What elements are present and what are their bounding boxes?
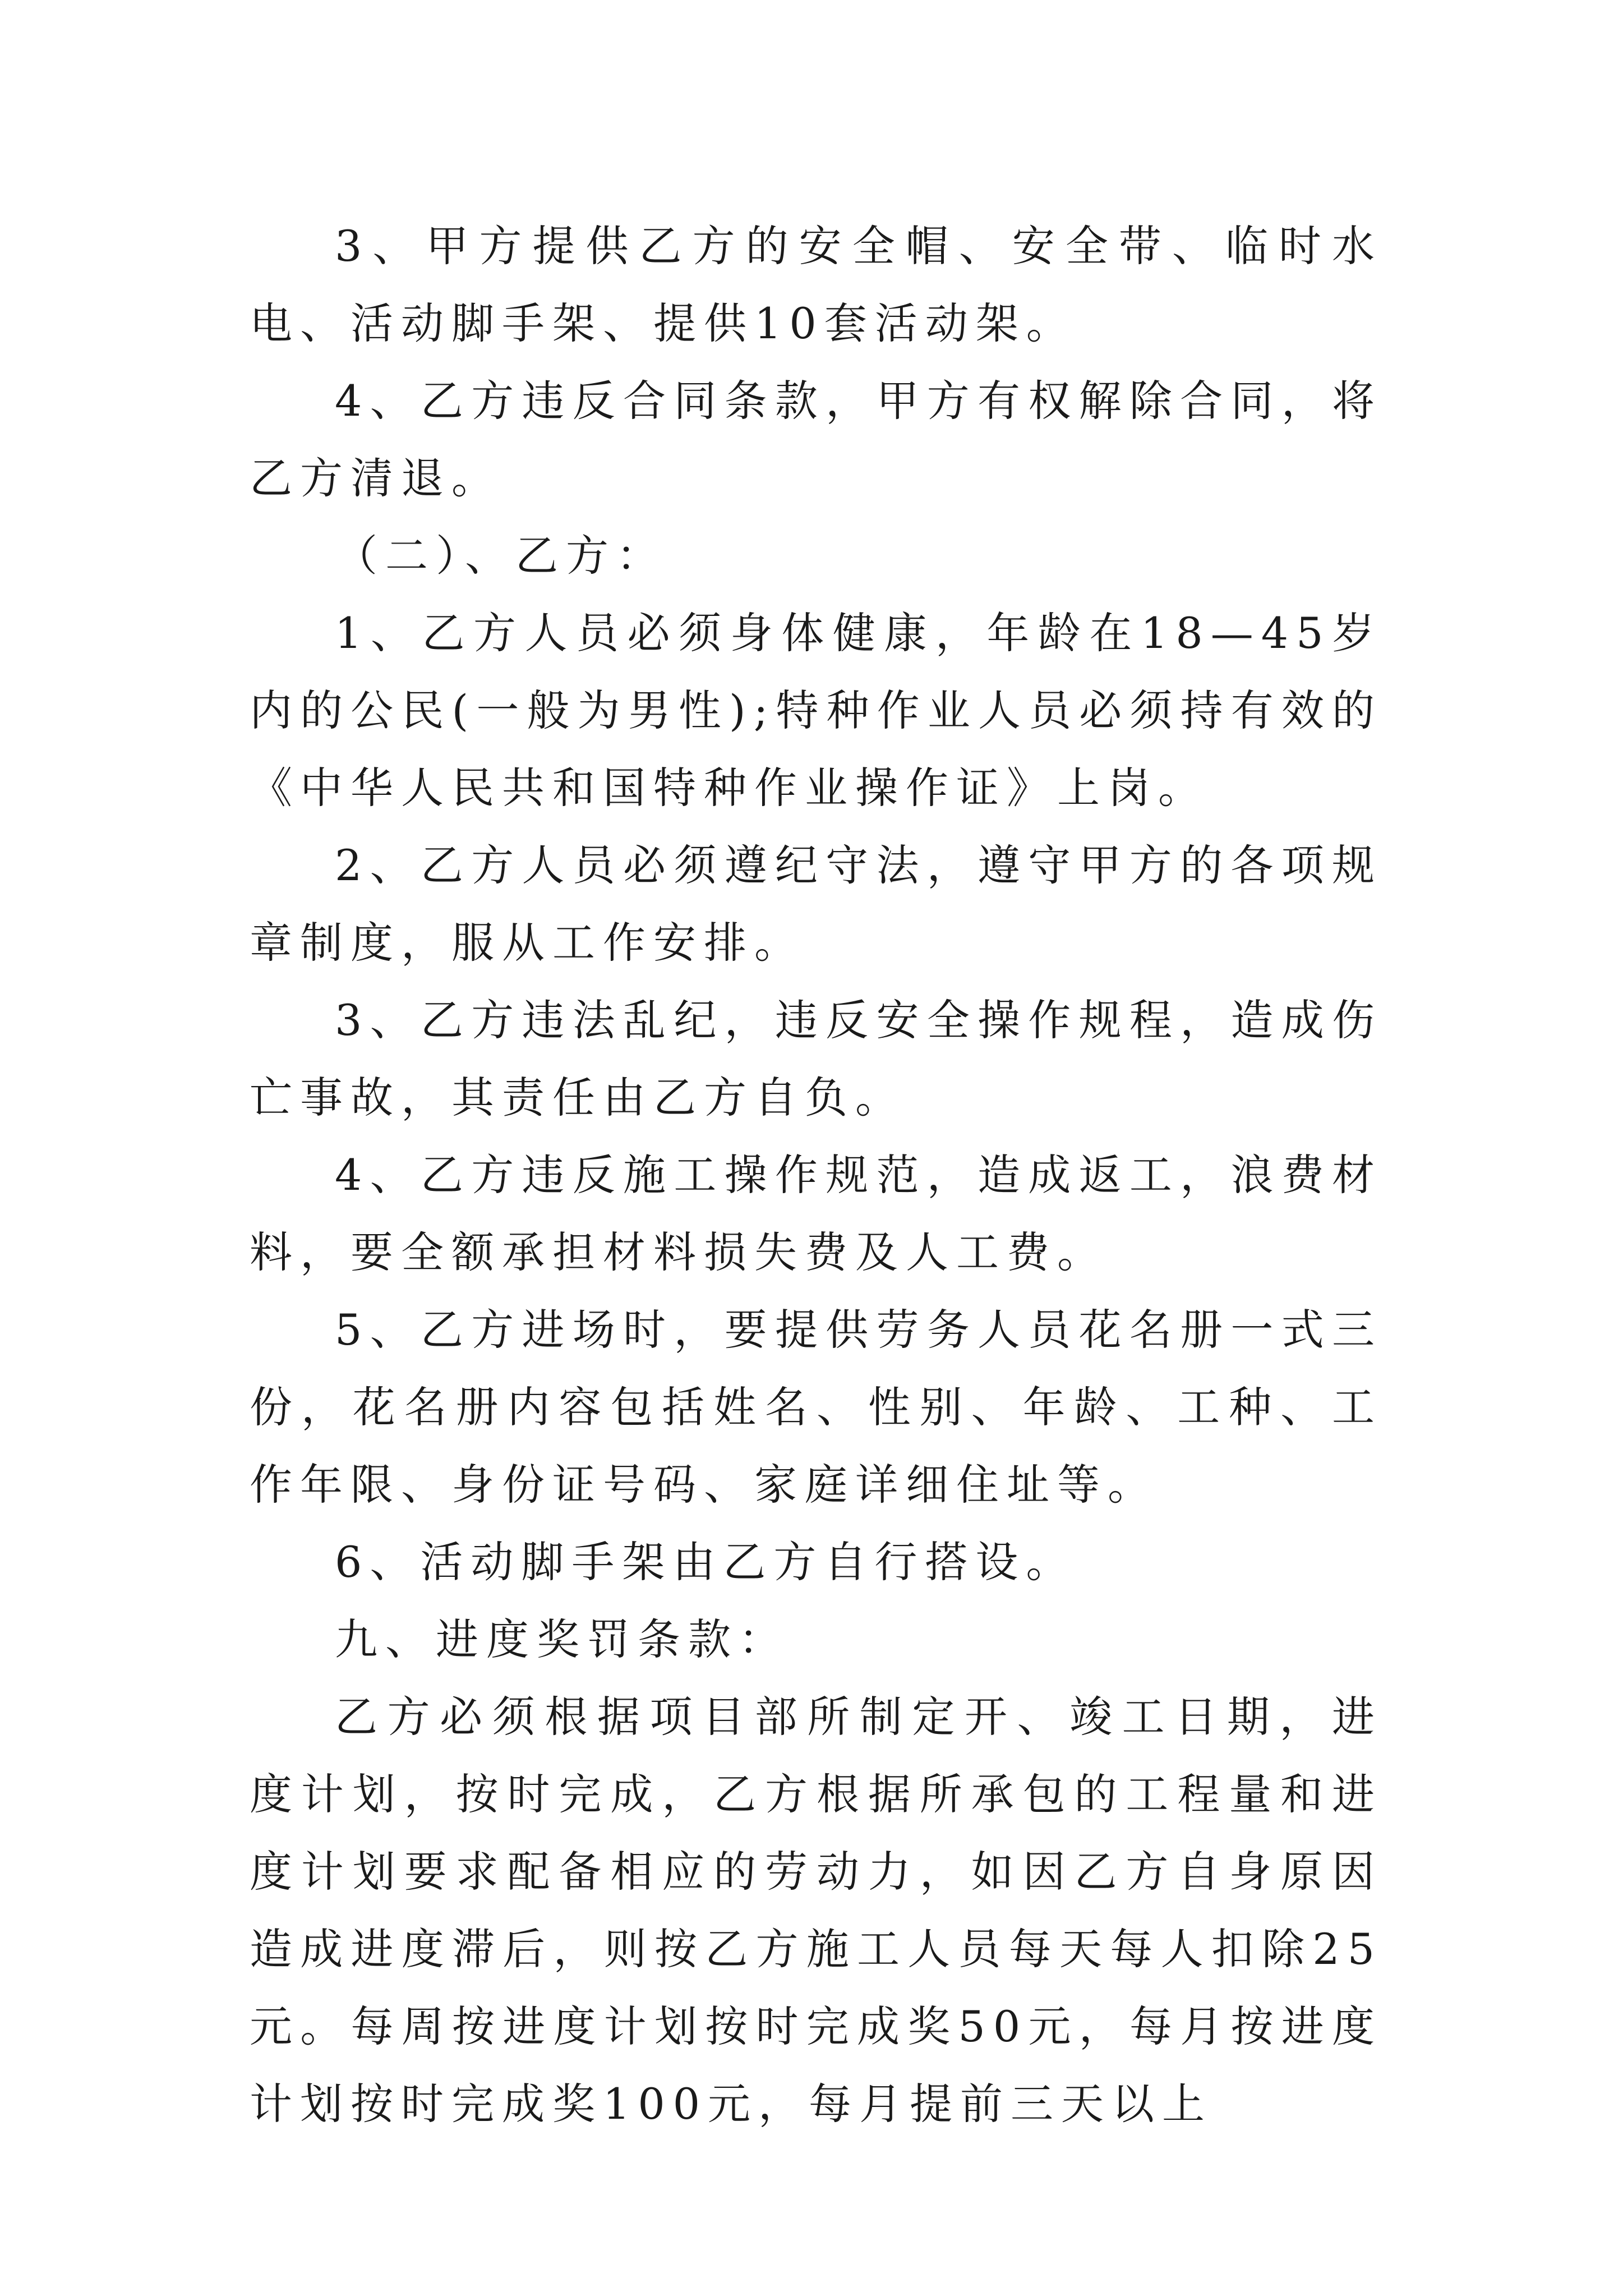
- paragraph-1: 3、甲方提供乙方的安全帽、安全带、临时水电、活动脚手架、提供10套活动架。: [250, 221, 1382, 348]
- paragraph-6: 3、乙方违法乱纪，违反安全操作规程，造成伤亡事故，其责任由乙方自负。: [250, 995, 1382, 1122]
- section-heading-party-b: （二）、乙方：: [335, 531, 667, 581]
- paragraph-8: 5、乙方进场时，要提供劳务人员花名册一式三份，花名册内容包括姓名、性别、年龄、工种、工作年限、身份证号码、家庭详细住址等。: [250, 1305, 1382, 1510]
- paragraph-5: 2、乙方人员必须遵纪守法，遵守甲方的各项规章制度，服从工作安排。: [250, 840, 1382, 968]
- paragraph-7: 4、乙方违反施工操作规范，造成返工，浪费材料，要全额承担材料损失费及人工费。: [250, 1150, 1382, 1277]
- paragraph-11: 乙方必须根据项目部所制定开、竣工日期，进度计划，按时完成，乙方根据所承包的工程量和进度计划要求配备相应的劳动力，如因乙方自身原因造成进度滞后，则按乙方施工人员每天每人扣除25元。每周按进度计划按时完成奖50元，每月按进度计划按时完成奖100元，每月提前三天以上: [250, 1692, 1382, 2129]
- section-heading-progress: 九、进度奖罚条款：: [335, 1614, 789, 1664]
- paragraph-2: 4、乙方违反合同条款，甲方有权解除合同，将乙方清退。: [250, 376, 1382, 503]
- document-body: [250, 208, 1382, 2143]
- paragraph-4: 1、乙方人员必须身体健康，年龄在18—45岁内的公民(一般为男性);特种作业人员必须持有效的《中华人民共和国特种作业操作证》上岗。: [250, 608, 1382, 813]
- paragraph-9: 6、活动脚手架由乙方自行搭设。: [335, 1537, 1077, 1587]
